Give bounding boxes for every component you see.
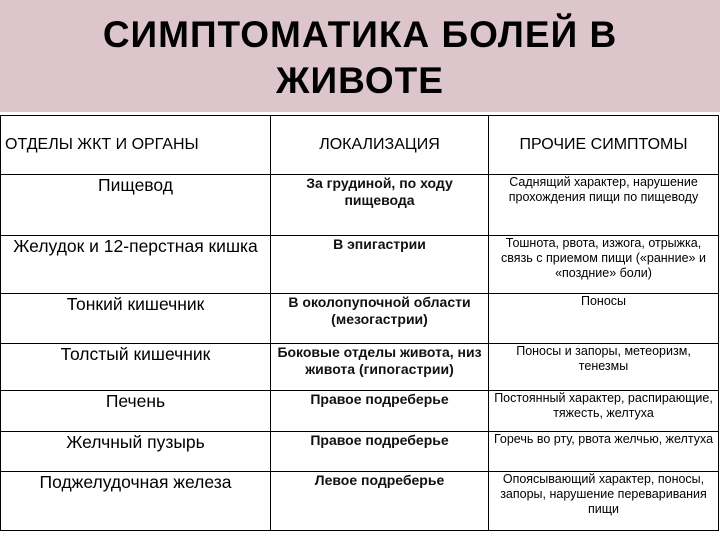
location-cell: Боковые отделы живота, низ живота (гипогастрии) xyxy=(271,344,489,391)
table-row xyxy=(1,344,719,391)
location-cell: В эпигастрии xyxy=(271,236,489,294)
location-cell: Левое подреберье xyxy=(271,472,489,531)
organ-cell: Желчный пузырь xyxy=(1,432,271,472)
header-symptoms: ПРОЧИЕ СИМПТОМЫ xyxy=(489,116,719,175)
table-header-row xyxy=(1,116,719,175)
symptoms-cell: Опоясывающий характер, поносы, запоры, нарушение переваривания пищи xyxy=(489,472,719,531)
header-location: ЛОКАЛИЗАЦИЯ xyxy=(271,116,489,175)
symptoms-cell: Постоянный характер, распирающие, тяжесть, желтуха xyxy=(489,391,719,432)
title-line-1: СИМПТОМАТИКА БОЛЕЙ В xyxy=(102,14,618,55)
title-line-2: ЖИВОТЕ xyxy=(276,60,444,101)
organ-cell: Пищевод xyxy=(1,175,271,236)
symptoms-cell: Горечь во рту, рвота желчью, желтуха xyxy=(489,432,719,472)
organ-cell: Тонкий кишечник xyxy=(1,294,271,344)
location-cell: За грудиной, по ходу пищевода xyxy=(271,175,489,236)
title-band xyxy=(0,0,720,112)
symptoms-table xyxy=(0,115,719,531)
organ-cell: Желудок и 12-перстная кишка xyxy=(1,236,271,294)
table-row xyxy=(1,175,719,236)
organ-cell: Толстый кишечник xyxy=(1,344,271,391)
table-row xyxy=(1,472,719,531)
symptoms-cell: Саднящий характер, нарушение прохождения пищи по пищеводу xyxy=(489,175,719,236)
symptoms-cell: Поносы xyxy=(489,294,719,344)
table-row xyxy=(1,236,719,294)
location-cell: Правое подреберье xyxy=(271,432,489,472)
table-row xyxy=(1,432,719,472)
header-organs: ОТДЕЛЫ ЖКТ И ОРГАНЫ xyxy=(1,116,271,175)
location-cell: Правое подреберье xyxy=(271,391,489,432)
table-row xyxy=(1,391,719,432)
organ-cell: Печень xyxy=(1,391,271,432)
table-row xyxy=(1,294,719,344)
location-cell: В околопупочной области (мезогастрии) xyxy=(271,294,489,344)
organ-cell: Поджелудочная железа xyxy=(1,472,271,531)
symptoms-cell: Поносы и запоры, метеоризм, тенезмы xyxy=(489,344,719,391)
symptoms-cell: Тошнота, рвота, изжога, отрыжка, связь с приемом пищи («ранние» и «поздние» боли) xyxy=(489,236,719,294)
slide-title xyxy=(60,12,660,104)
